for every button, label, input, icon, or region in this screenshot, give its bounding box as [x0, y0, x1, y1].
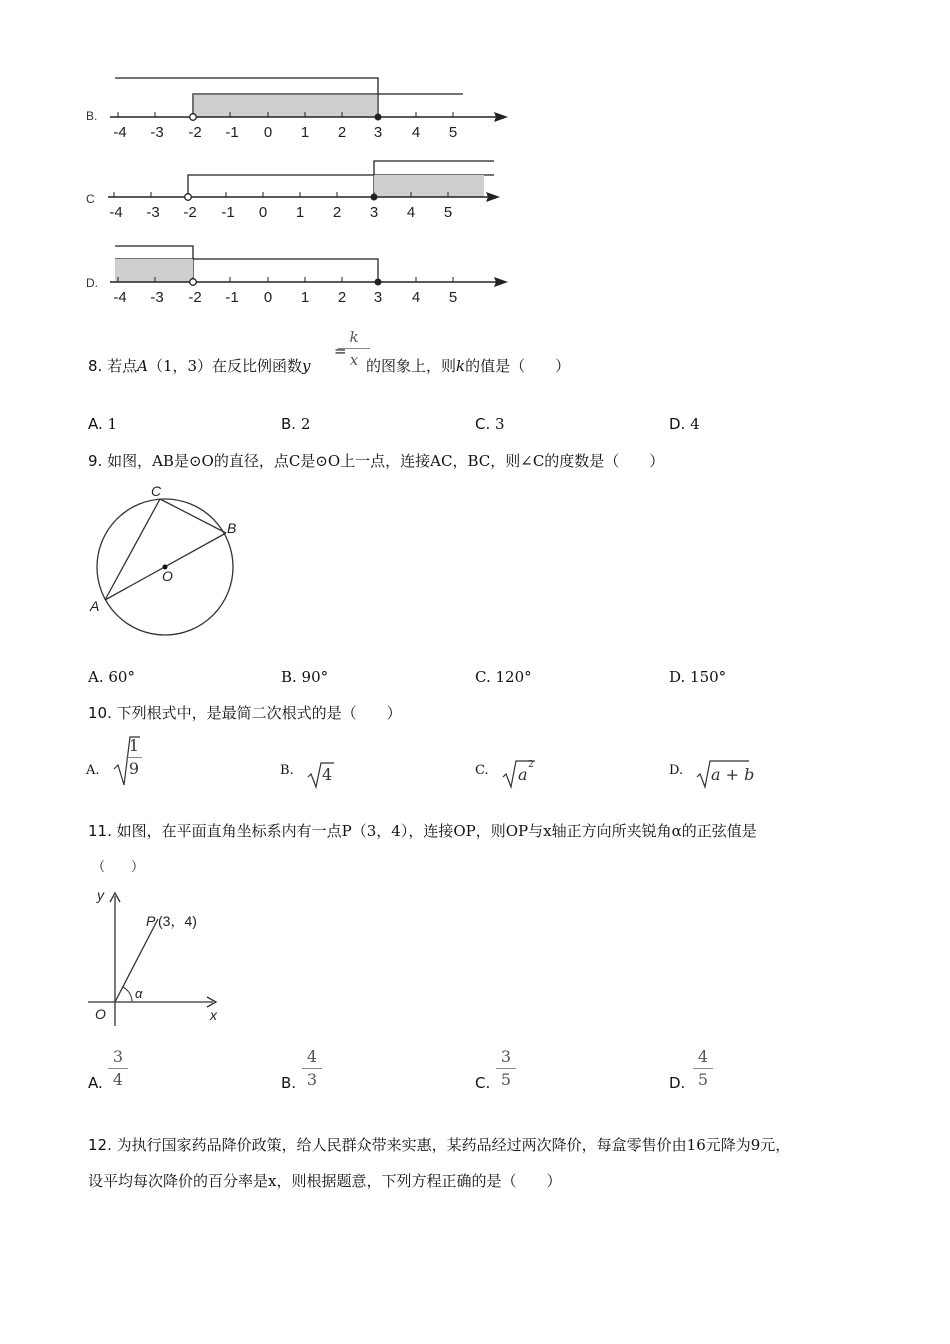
tick-label: -4 [113, 289, 127, 306]
fraction-numerator: 4 [697, 1047, 709, 1066]
tick-label: 3 [373, 124, 383, 141]
closed-point-b [375, 114, 382, 121]
label-y: y [97, 887, 104, 903]
angle-alpha-arc [123, 987, 132, 1002]
option-value: 1 [107, 415, 118, 433]
axis-d-arrow-icon [494, 277, 508, 287]
radicand: a [518, 765, 528, 784]
question-10 [88, 702, 402, 723]
fraction-numerator: 3 [500, 1047, 512, 1066]
fraction-denominator: x [349, 351, 359, 369]
tick-label: -3 [150, 289, 164, 306]
q10-option-d[interactable] [669, 755, 769, 790]
q11-option-a[interactable] [88, 1045, 148, 1095]
q9-option-b[interactable]: B. 90° [281, 668, 329, 686]
open-point-b [190, 114, 197, 121]
label-p-coords: (3，4) [158, 913, 197, 929]
option-d-label: D. [86, 276, 98, 290]
option-letter: D. [669, 415, 686, 433]
tick-label: 1 [300, 289, 310, 306]
question-11 [88, 820, 757, 841]
tick-label: -1 [225, 289, 239, 306]
question-number: 9. [88, 452, 103, 470]
fraction-numerator: 1 [128, 736, 140, 755]
fraction-one-ninth [126, 737, 142, 778]
fraction [302, 1048, 322, 1089]
question-text: 的图象上，则 [366, 357, 457, 375]
option-value: 3 [495, 415, 505, 433]
radicand: 4 [322, 765, 333, 784]
number-line-b-figure [80, 70, 520, 142]
tick-label: 0 [263, 289, 273, 306]
tick-label: -2 [188, 124, 202, 141]
fraction-bar [496, 1068, 516, 1069]
option-letter: D. [669, 1074, 686, 1092]
option-letter: B. [280, 763, 294, 778]
open-point-c [185, 194, 192, 201]
option-letter: D. [669, 763, 684, 778]
tick-label: 5 [448, 289, 458, 306]
fraction [496, 1048, 516, 1089]
label-p: P [146, 913, 156, 929]
q11-option-b[interactable] [281, 1045, 341, 1095]
tick-label: -4 [109, 204, 123, 221]
tick-label: 4 [411, 124, 421, 141]
closed-point-d [375, 279, 382, 286]
tick-label: -3 [150, 124, 164, 141]
option-value: 4 [690, 415, 700, 433]
option-c-number-line [80, 155, 520, 227]
question-text: 若点 [107, 357, 138, 375]
axis-b-arrow-icon [494, 112, 508, 122]
q8-option-a[interactable] [88, 415, 117, 433]
open-point-d [190, 279, 197, 286]
label-c: C [151, 483, 162, 499]
fraction-denominator: 4 [112, 1070, 124, 1089]
tick-labels-b [113, 124, 457, 141]
option-d-number-line [80, 238, 520, 310]
tick-label: 0 [258, 204, 268, 221]
axis-c-arrow-icon [486, 192, 500, 202]
tick-label: -1 [221, 204, 235, 221]
q8-option-b[interactable] [281, 415, 310, 433]
q10-option-c[interactable] [475, 755, 565, 790]
question-number: 12. [88, 1136, 112, 1154]
question-text: 如图，在平面直角坐标系内有一点P（3，4），连接OP，则OP与x轴正方向所夹锐角α的正弦值是 [116, 822, 757, 840]
question-12 [88, 1134, 790, 1155]
question-8-tail [366, 355, 570, 376]
option-letter: A. [88, 415, 103, 433]
question-text: 如图，AB是⊙O的直径，点C是⊙O上一点，连接AC，BC，则∠C的度数是（ ） [107, 452, 665, 470]
option-letter: A. [86, 763, 100, 778]
label-o: O [95, 1006, 106, 1022]
number-line-d-figure [80, 238, 520, 310]
tick-labels-c [109, 204, 452, 221]
q9-option-c[interactable]: C. 120° [475, 668, 532, 686]
exponent: 2 [528, 760, 534, 770]
tick-label: 2 [332, 204, 342, 221]
tick-label: 3 [373, 289, 383, 306]
shaded-region-b [193, 94, 378, 117]
tick-label: 2 [337, 124, 347, 141]
q9-option-a[interactable]: A. 60° [88, 668, 135, 686]
tick-label: 3 [369, 204, 379, 221]
closed-point-c [371, 194, 378, 201]
question-text: （1，3）在反比例函数 [147, 357, 303, 375]
option-letter: B. [281, 415, 297, 433]
shaded-region-d [115, 259, 193, 282]
fraction-numerator: 3 [112, 1047, 124, 1066]
coordinate-diagram [85, 880, 230, 1028]
question-number: 11. [88, 822, 112, 840]
question-text: 的值是（ ） [465, 357, 571, 375]
fraction-denominator: 5 [500, 1070, 512, 1089]
option-c-label: C [86, 192, 95, 206]
fraction [108, 1048, 128, 1089]
label-a: A [90, 598, 100, 614]
tick-labels-d [113, 289, 457, 306]
fraction-bar [108, 1068, 128, 1069]
q9-option-d[interactable]: D. 150° [669, 668, 727, 686]
circle-diagram [85, 480, 250, 640]
fraction-bar [693, 1068, 713, 1069]
q11-option-d[interactable] [669, 1045, 729, 1095]
option-letter: C. [475, 1074, 491, 1092]
question-number: 10. [88, 704, 112, 722]
radicand: a + b [711, 765, 755, 784]
fraction-denominator: 5 [697, 1070, 709, 1089]
tick-label: 1 [300, 124, 310, 141]
question-text: 下列根式中，是最简二次根式的是（ ） [116, 704, 402, 722]
question-11-paren: （ ） [92, 860, 145, 875]
fraction-bar [126, 757, 142, 758]
tick-label: 0 [263, 124, 273, 141]
variable-y: y [302, 357, 311, 375]
shaded-region-c [374, 175, 484, 197]
option-letter: B. [281, 1074, 297, 1092]
tick-label: 4 [411, 289, 421, 306]
fraction-denominator: 3 [306, 1070, 318, 1089]
option-letter: C. [475, 415, 491, 433]
option-letter: A. [88, 1074, 103, 1092]
circle-figure [85, 480, 250, 640]
question-9 [88, 450, 664, 471]
chord-bc [160, 499, 226, 533]
q11-option-c[interactable] [475, 1045, 535, 1095]
option-b-number-line [80, 70, 520, 142]
question-number: 8. [88, 357, 103, 375]
tick-label: -1 [225, 124, 239, 141]
fraction-numerator: k [349, 328, 359, 346]
tick-label: 5 [448, 124, 458, 141]
q10-option-a[interactable] [86, 735, 166, 790]
tick-label: 4 [406, 204, 416, 221]
point-name: A [137, 357, 148, 375]
q10-option-b[interactable] [280, 755, 360, 790]
question-12-line-2: 设平均每次降价的百分率是x，则根据题意，下列方程正确的是（ ） [88, 1172, 562, 1190]
tick-label: -2 [183, 204, 197, 221]
question-8 [88, 355, 311, 376]
option-value: 2 [300, 415, 311, 433]
tick-label: 5 [443, 204, 453, 221]
fraction [693, 1048, 713, 1089]
label-alpha: α [135, 986, 143, 1001]
fraction-denominator: 9 [128, 759, 140, 778]
equals-sign: = [334, 342, 347, 360]
variable-k: k [456, 357, 466, 375]
tick-label: -2 [188, 289, 202, 306]
tick-label: -3 [146, 204, 160, 221]
option-b-label: B. [86, 109, 98, 123]
fraction-bar [302, 1068, 322, 1069]
fraction-numerator: 4 [306, 1047, 318, 1066]
tick-label: 1 [295, 204, 305, 221]
number-line-c-figure [80, 155, 520, 227]
label-x: x [210, 1007, 217, 1023]
q8-option-c[interactable] [475, 415, 505, 433]
tick-label: -4 [113, 124, 127, 141]
q8-option-d[interactable] [669, 415, 700, 433]
label-o: O [162, 568, 173, 584]
coordinate-figure [85, 880, 230, 1028]
question-text-line-1: 为执行国家药品降价政策，给人民群众带来实惠，某药品经过两次降价，每盒零售价由16元降为9元， [116, 1136, 791, 1154]
label-b: B [227, 520, 237, 536]
option-letter: C. [475, 763, 489, 778]
tick-label: 2 [337, 289, 347, 306]
